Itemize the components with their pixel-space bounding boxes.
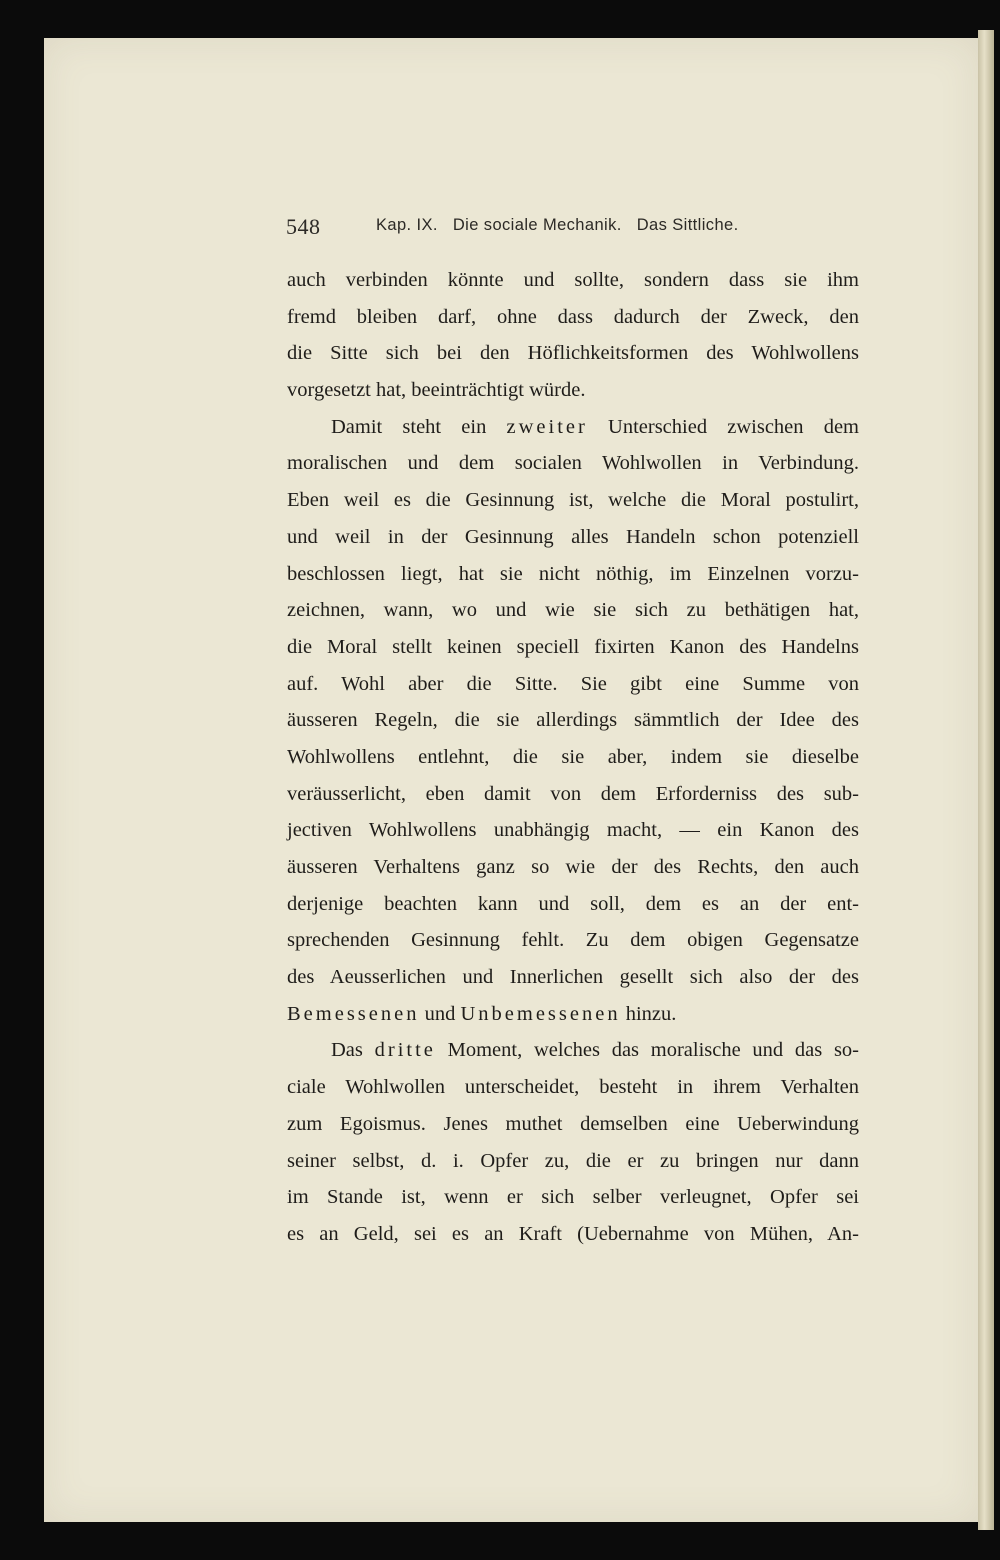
emphasized-word: Bemessenen (287, 1002, 420, 1025)
text-line: moralischen und dem socialen Wohlwollen in Verbindung. (287, 452, 859, 475)
emphasized-word: dritte (374, 1039, 436, 1062)
text-line: des Aeusserlichen und Innerlichen gesellt sich also der des (287, 966, 859, 989)
page-header (286, 214, 866, 244)
page-edge (978, 30, 994, 1530)
text-line: ciale Wohlwollen unterscheidet, besteht in ihrem Verhalten (287, 1076, 859, 1099)
text-line: fremd bleiben darf, ohne dass dadurch der Zweck, den (287, 305, 859, 328)
text-line: äusseren Regeln, die sie allerdings sämmtlich der Idee des (287, 709, 859, 732)
text-line: veräusserlicht, eben damit von dem Erforderniss des sub- (287, 782, 859, 805)
text-span: Damit steht ein (331, 415, 487, 438)
text-line: die Moral stellt keinen speciell fixirten Kanon des Handelns (287, 635, 859, 658)
text-line: auf. Wohl aber die Sitte. Sie gibt eine Summe von (287, 672, 859, 695)
text-line (287, 1032, 859, 1069)
text-line: und weil in der Gesinnung alles Handeln schon potenziell (287, 525, 859, 548)
text-span: Unterschied zwischen dem (608, 415, 859, 438)
text-span: hinzu. (625, 1002, 677, 1025)
body-text (287, 262, 859, 1253)
text-line (287, 409, 859, 446)
text-line: derjenige beachten kann und soll, dem es an der ent- (287, 892, 859, 915)
text-line: im Stande ist, wenn er sich selber verleugnet, Opfer sei (287, 1186, 859, 1209)
text-line: auch verbinden könnte und sollte, sondern dass sie ihm (287, 269, 859, 291)
text-line: Eben weil es die Gesinnung ist, welche die Moral postulirt, (287, 489, 859, 512)
text-line: zum Egoismus. Jenes muthet demselben eine Ueberwindung (287, 1112, 859, 1135)
text-line: sprechenden Gesinnung fehlt. Zu dem obigen Gegensatze (287, 929, 859, 952)
text-span: Das (331, 1039, 363, 1062)
text-line: zeichnen, wann, wo und wie sie sich zu bethätigen hat, (287, 599, 859, 622)
emphasized-word: zweiter (506, 415, 588, 438)
text-line: jectiven Wohlwollens unabhängig macht, — ein Kanon des (287, 819, 859, 842)
text-line: äusseren Verhaltens ganz so wie der des Rechts, den auch (287, 856, 859, 878)
text-line: es an Geld, sei es an Kraft (Uebernahme von Mühen, An- (287, 1222, 859, 1245)
text-line (287, 996, 859, 1033)
page-number: 548 (286, 214, 321, 239)
running-head: Kap. IX. Die sociale Mechanik. Das Sittliche. (376, 216, 739, 234)
text-span: Moment, welches das moralische und das so- (447, 1039, 860, 1062)
text-line: vorgesetzt hat, beeinträchtigt würde. (287, 379, 586, 402)
text-span: und (424, 1002, 456, 1025)
emphasized-word: Unbemessenen (460, 1002, 621, 1025)
text-line: beschlossen liegt, hat sie nicht nöthig, im Einzelnen vorzu- (287, 562, 859, 585)
text-line: die Sitte sich bei den Höflichkeitsformen des Wohlwollens (287, 342, 859, 365)
text-line: Wohlwollens entlehnt, die sie aber, indem sie dieselbe (287, 745, 859, 768)
text-line: seiner selbst, d. i. Opfer zu, die er zu bringen nur dann (287, 1149, 859, 1172)
